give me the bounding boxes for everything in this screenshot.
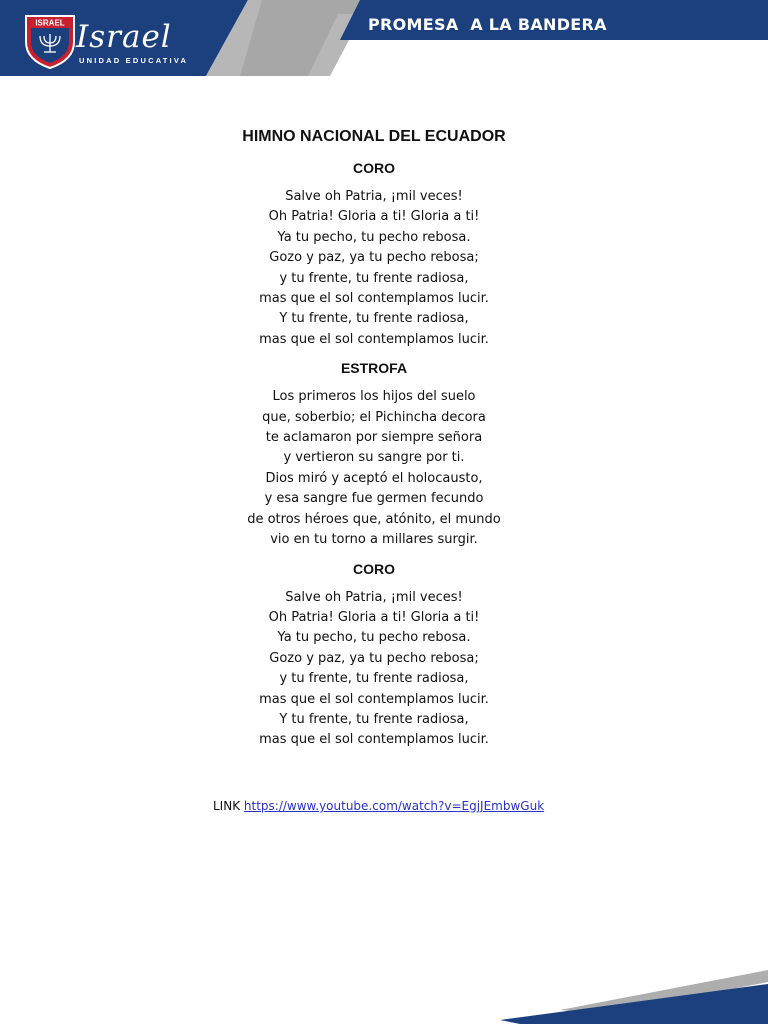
page-footer	[0, 964, 768, 1024]
school-crest-icon	[20, 8, 80, 70]
link-row	[213, 799, 544, 813]
lyric-line: y vertieron su sangre por ti.	[283, 450, 465, 466]
lyric-line: Los primeros los hijos del suelo	[272, 389, 476, 405]
lyric-line: Ya tu pecho, tu pecho rebosa.	[277, 630, 471, 646]
lyric-line: Salve oh Patria, ¡mil veces!	[285, 589, 463, 605]
section-heading: CORO	[353, 160, 395, 176]
lyric-line: Gozo y paz, ya tu pecho rebosa;	[269, 650, 479, 666]
lyric-line: mas que el sol contemplamos lucir.	[259, 732, 489, 748]
lyric-line: Y tu frente, tu frente radiosa,	[279, 711, 469, 727]
page-title: PROMESA A LA BANDERA	[368, 15, 607, 34]
lyric-line: Oh Patria! Gloria a ti! Gloria a ti!	[268, 209, 480, 225]
lyric-line: Dios miró y aceptó el holocausto,	[265, 470, 483, 486]
lyric-line: de otros héroes que, atónito, el mundo	[247, 511, 501, 527]
lyric-line: mas que el sol contemplamos lucir.	[259, 691, 489, 707]
stanza	[0, 588, 748, 751]
lyric-line: Oh Patria! Gloria a ti! Gloria a ti!	[268, 609, 480, 625]
sections-container	[0, 159, 748, 751]
svg-text:ISRAEL: ISRAEL	[35, 18, 65, 28]
brand-name: Israel	[76, 19, 172, 55]
lyric-line: mas que el sol contemplamos lucir.	[259, 291, 489, 307]
footer-banner	[0, 964, 768, 1024]
section-heading: ESTROFA	[340, 360, 408, 377]
youtube-link[interactable]: https://www.youtube.com/watch?v=EgjJEmbwGuk	[243, 799, 545, 813]
lyric-line: y tu frente, tu frente radiosa,	[279, 270, 469, 286]
lyric-line: Y tu frente, tu frente radiosa,	[279, 311, 469, 327]
lyric-line: Gozo y paz, ya tu pecho rebosa;	[269, 250, 479, 266]
document-body	[0, 126, 748, 760]
section-heading: CORO	[353, 560, 395, 577]
page-header	[0, 0, 768, 80]
lyric-line: Ya tu pecho, tu pecho rebosa.	[277, 229, 471, 245]
lyric-line: que, soberbio; el Pichincha decora	[262, 409, 486, 425]
lyric-line: Salve oh Patria, ¡mil veces!	[285, 189, 463, 204]
document-title: HIMNO NACIONAL DEL ECUADOR	[242, 128, 506, 145]
lyric-line: mas que el sol contemplamos lucir.	[259, 331, 489, 347]
brand-subtitle: UNIDAD EDUCATIVA	[79, 56, 189, 65]
lyric-line: y tu frente, tu frente radiosa,	[279, 671, 469, 687]
stanza	[0, 187, 748, 350]
lyric-line: y esa sangre fue germen fecundo	[264, 491, 484, 507]
lyric-line: vio en tu torno a millares surgir.	[270, 532, 478, 548]
stanza	[0, 387, 748, 550]
link-label: LINK	[213, 799, 241, 813]
lyric-line: te aclamaron por siempre señora	[265, 430, 483, 446]
